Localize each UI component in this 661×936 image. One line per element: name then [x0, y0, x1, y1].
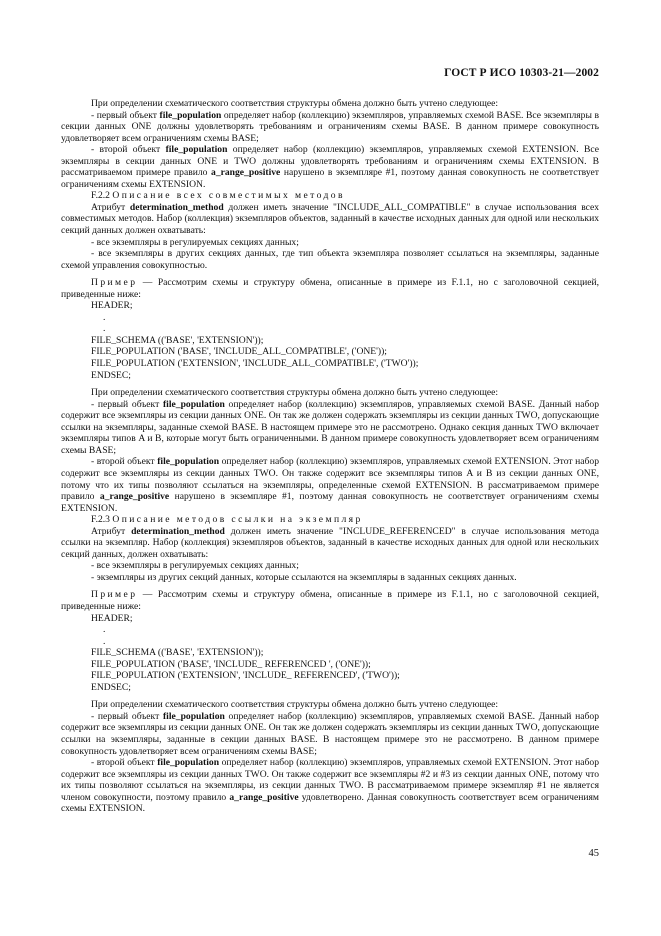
section-number: F.2.3	[91, 514, 113, 526]
rule-name: a_range_positive	[99, 491, 170, 503]
text-run: определяет набор (коллекцию) экземпляров, управляемых схемой EXTENSION. Этот набор содержит все экземпляры из секции данных TWO. Он также содержит все экземпляры типов A и B из секции данных ONE, потому что их типы позволяют ссылаться на экземпляры, определенные схемой EXTENSION. В рассматриваемом примере правило	[61, 456, 599, 503]
term: file_population	[162, 710, 225, 722]
text-run: определяет набор (коллекцию) экземпляров, управляемых схемой BASE. Данный набор содержит все экземпляры из секции данных ONE. Он так же должен содержать экземпляры из секции данных TWO, допускающие ссылки на экземпляры, заданные в секции данных BASE. В настоящем примере это не рассмотрено. В данном примере совокупность удовлетворяет всем ограничениям схемы BASE;	[61, 710, 599, 757]
bullet-paragraph	[61, 757, 599, 815]
text-run: — Рассмотрим схемы и структуру обмена, описанные в примере из F.1.1, но с заголовочной секцией, приведенные ниже:	[61, 589, 599, 612]
rule-name: a_range_positive	[229, 791, 299, 803]
term: file_population	[162, 398, 225, 410]
text-run: - второй объект	[91, 144, 166, 156]
section-heading-f23	[61, 514, 599, 526]
list-item: - все экземпляры в регулируемых секциях данных;	[91, 236, 299, 248]
example-label: Пример	[91, 589, 138, 601]
example-label: Пример	[91, 277, 138, 289]
bullet-paragraph	[61, 110, 599, 145]
paragraph: При определении схематического соответствия структуры обмена должно быть учтено следующее:	[91, 98, 499, 109]
term: determination_method	[129, 201, 224, 213]
paragraph: При определении схематического соответствия структуры обмена должно быть учтено следующее:	[91, 387, 499, 399]
page-body	[61, 98, 599, 815]
term: file_population	[157, 456, 220, 468]
text-run: определяет набор (коллекцию) экземпляров, управляемых схемой BASE. Все экземпляры в секции данных ONE должны удовлетворять требованиям и ограничениям схемы BASE. В данном примере совокупность удовлетворяет всем ограничениям схемы BASE;	[61, 109, 599, 144]
list-item: - все экземпляры в регулируемых секциях данных;	[91, 560, 299, 572]
rule-name: a_range_positive	[211, 167, 281, 179]
text-run: определяет набор (коллекцию) экземпляров, управляемых схемой EXTENSION. Все экземпляры в секции данных ONE и TWO должны удовлетворять требованиям и ограничениям схемы EXTENSION. В рассматриваемом примере правило	[61, 144, 599, 179]
term: file_population	[157, 757, 220, 769]
section-title: Описание всех совместимых методов	[112, 190, 345, 202]
bullet-paragraph	[61, 456, 599, 514]
example-paragraph	[61, 589, 599, 612]
section-number: F.2.2	[91, 190, 113, 202]
text-run: Атрибут	[91, 201, 130, 213]
text-run: нарушено в экземпляре #1, поэтому данная совокупность не соответствует ограничениям схемы EXTENSION.	[61, 167, 599, 190]
text-run: - первый объект	[91, 710, 163, 722]
text-run: определяет набор (коллекцию) экземпляров, управляемых схемой BASE. Данный набор содержит все экземпляры из секции данных ONE. Он так же должен содержать экземпляры из секции данных TWO, допускающие ссылки на экземпляры, заданные схемой BASE. В настоящем примере это не рассмотрено. Однако секция данных TWO включает экземпляры типов A и B, которые могут быть ограниченными. В данном примере совокупность удовлетворяет всем ограничениям схемы BASE;	[61, 398, 599, 456]
section-title: Описание методов ссылки на экземпляр	[112, 514, 363, 526]
term: determination_method	[131, 525, 225, 537]
list-item: - экземпляры из других секций данных, которые ссылаются на экземпляры в заданных секциях данных.	[91, 571, 517, 583]
bullet-paragraph	[61, 399, 599, 457]
text-run: — Рассмотрим схемы и структуру обмена, описанные в примере из F.1.1, но с заголовочной секцией, приведенные ниже:	[61, 277, 599, 300]
text-run: - второй объект	[91, 757, 158, 769]
paragraph	[61, 202, 599, 237]
text-run: - первый объект	[91, 109, 160, 121]
bullet-paragraph	[61, 711, 599, 757]
text-run: - первый объект	[91, 398, 163, 410]
text-run: - второй объект	[91, 456, 158, 468]
paragraph: При определении схематического соответствия структуры обмена должно быть учтено следующее:	[91, 699, 499, 711]
term: file_population	[159, 109, 222, 121]
text-run: удовлетворено. Данная совокупность соответствует всем ограничениям схемы EXTENSION.	[61, 791, 599, 815]
code-listing: HEADER; . . FILE_SCHEMA (('BASE', 'EXTENSION')); FILE_POPULATION ('BASE', 'INCLUDE_ REFERENCED ', ('ONE')); FILE_POPULATION ('EXTENSION', 'INCLUDE_ REFERENCED', ('TWO')); ENDSEC;	[91, 612, 400, 693]
text-run: должен иметь значение "INCLUDE_REFERENCED" в случае использования метода ссылки на экземпляр. Набор (коллекция) экземпляров объектов, заданный в качестве исходных данных для одной или нескольких секций данных, должен охватывать:	[61, 525, 599, 560]
section-heading-f22	[61, 190, 599, 202]
example-paragraph	[61, 277, 599, 300]
code-listing: HEADER; . . FILE_SCHEMA (('BASE', 'EXTENSION')); FILE_POPULATION ('BASE', 'INCLUDE_ALL_COMPATIBLE', ('ONE')); FILE_POPULATION ('EXTENSION', 'INCLUDE_ALL_COMPATIBLE', ('TWO')); ENDSEC;	[91, 300, 419, 381]
text-run: Атрибут	[91, 525, 132, 537]
paragraph	[61, 526, 599, 561]
text-run: определяет набор (коллекцию) экземпляров, управляемых схемой EXTENSION. Этот набор содержит все экземпляры из секции данных TWO. Он также содержит все экземпляры #2 и #3 из секции данных ONE, потому что их типы позволяют ссылаться на экземпляры, из секции данных TWO. В рассматриваемом примере экземпляр #1 не является членом совокупности, поэтому правило	[61, 757, 599, 803]
bullet-paragraph	[61, 144, 599, 190]
list-item: - все экземпляры в других секциях данных, где тип объекта экземпляра позволяет ссылаться на экземпляры, заданные схемой управления совокупностью.	[61, 248, 599, 271]
text-run: должен иметь значение "INCLUDE_ALL_COMPATIBLE" в случае использования всех совместимых методов. Набор (коллекция) экземпляров объектов, заданный в качестве исходных данных для одной или нескольких секций данных должен охватывать:	[61, 201, 599, 237]
page-number: 45	[588, 848, 599, 859]
term: file_population	[165, 144, 228, 156]
text-run: нарушено в экземпляре #1, поэтому данная совокупность не соответствует ограничениям схемы EXTENSION.	[61, 491, 600, 514]
standard-header: ГОСТ Р ИСО 10303-21—2002	[444, 67, 599, 79]
